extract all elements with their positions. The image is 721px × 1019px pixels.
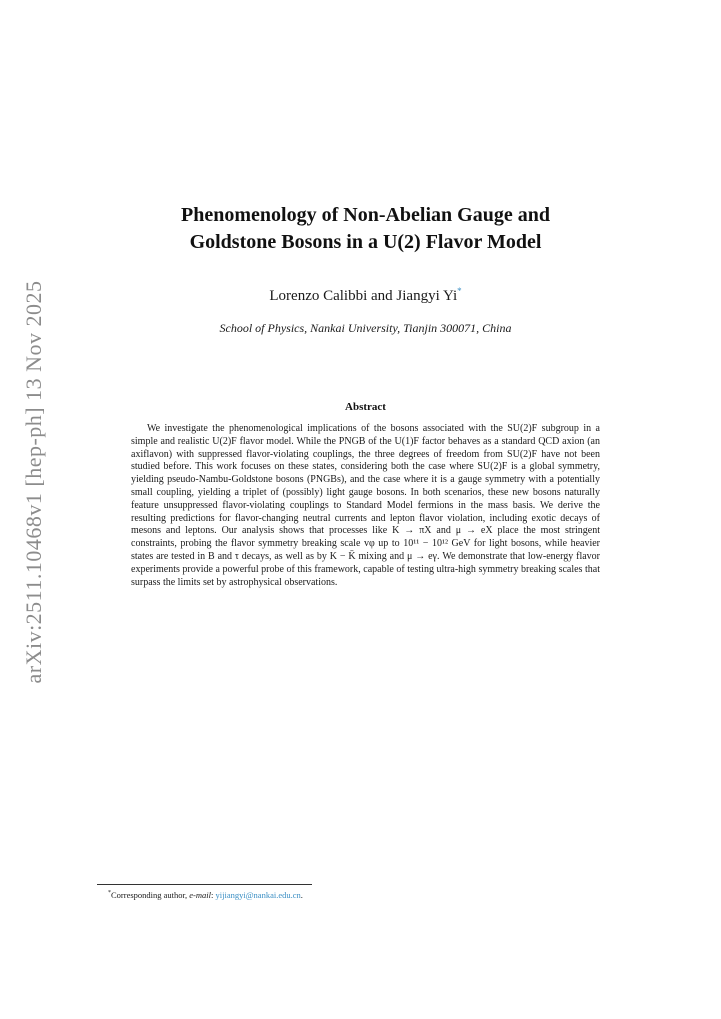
title-line-2: Goldstone Bosons in a U(2) Flavor Model (189, 231, 542, 253)
abstract-heading: Abstract (345, 401, 386, 413)
footnote (108, 890, 588, 900)
footnote-divider (97, 884, 312, 885)
author-list (120, 286, 611, 305)
corresponding-author-mark[interactable]: * (457, 286, 462, 296)
footnote-text: Corresponding author, (111, 890, 190, 900)
email-link[interactable]: yijiangyi@nankai.edu.cn (215, 890, 301, 900)
footnote-email-label: e-mail (189, 890, 211, 900)
title-line-1: Phenomenology of Non-Abelian Gauge and (181, 204, 550, 226)
abstract-text: We investigate the phenomenological implications of the bosons associated with the SU(2)F subgroup in a simple and realistic U(2)F flavor model. While the PNGB of the U(1)F factor behaves as a standard QCD axion (an axiflavon) with suppressed flavor-violating couplings, the three degrees of freedom from SU(2)F have not been studied before. This work focuses on these states, considering both the case where SU(2)F is a global symmetry, yielding pseudo-Nambu-Goldstone bosons (PNGBs), and the case where it is a gauge symmetry with a potentially small coupling, yielding a triplet of (possibly) light gauge bosons. In both scenarios, these new bosons naturally feature unsuppressed flavor-violating couplings to Standard Model fermions in the mass basis. We derive the resulting predictions for flavor-changing neutral currents and lepton flavor violation, including exotic decays of mesons and leptons. Our analysis shows that processes like K → πX and μ → eX place the most stringent constraints, probing the flavor symmetry breaking scale vφ up to 10¹¹ − 10¹² GeV for light bosons, while heavier states are tested in B and τ decays, as well as by K − K̄ mixing and μ → eγ. We demonstrate that low-energy flavor experiments provide a powerful probe of this framework, capable of testing ultra-high symmetry breaking scales that surpass the limits set by astrophysical observations. (131, 423, 600, 588)
paper-title (120, 202, 611, 256)
footnote-separator: : (211, 890, 216, 900)
author-affiliation: School of Physics, Nankai University, Tianjin 300071, China (219, 321, 512, 335)
footnote-end: . (300, 890, 303, 900)
author-names: Lorenzo Calibbi and Jiangyi Yi (269, 288, 458, 304)
footnote-mark: * (108, 890, 111, 897)
arxiv-identifier: arXiv:2511.10468v1 [hep-ph] 13 Nov 2025 (21, 280, 46, 684)
